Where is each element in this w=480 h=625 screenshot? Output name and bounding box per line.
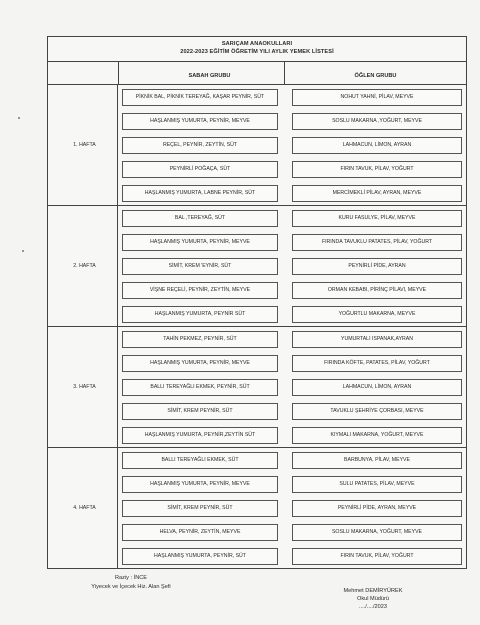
meal-row — [118, 302, 466, 326]
meal-row — [118, 496, 466, 520]
morning-meal-cell: HAŞLANMIŞ YUMURTA, PEYNİR, SÜT — [122, 548, 278, 565]
week-label: 3. HAFTA — [48, 327, 118, 447]
morning-meal-cell: VİŞNE REÇELİ, PEYNİR, ZEYTİN, MEYVE — [122, 282, 278, 299]
meal-row — [118, 133, 466, 157]
meal-row — [118, 181, 466, 205]
morning-meal-cell: BALLI TEREYAĞLI EKMEK, SÜT — [122, 452, 278, 469]
week-meal-rows — [118, 327, 466, 447]
morning-meal-cell: BAL ,TEREYAĞ, SÜT — [122, 210, 278, 227]
meal-row — [118, 399, 466, 423]
morning-meal-cell: HAŞLANMIŞ YUMURTA, PEYNİR SÜT — [122, 306, 278, 323]
morning-meal-cell: HAŞLANMIŞ YUMURTA, PEYNİR, MEYVE — [122, 234, 278, 251]
week-label: 1. HAFTA — [48, 85, 118, 205]
week-label: 4. HAFTA — [48, 448, 118, 568]
noon-meal-cell: PEYNİRLİ PİDE, AYRAN, MEYVE — [292, 500, 462, 517]
morning-meal-cell: HAŞLANMIŞ YUMURTA, LABNE PEYNİR, SÜT — [122, 185, 278, 202]
noon-meal-cell: YOĞURTLU MAKARNA, MEYVE — [292, 306, 462, 323]
noon-meal-cell: KIYMALI MAKARNA, YOĞURT, MEYVE — [292, 427, 462, 444]
meal-row — [118, 254, 466, 278]
title-block — [48, 37, 466, 62]
noon-meal-cell: SOSLU MAKARNA ,YOĞURT, MEYVE — [292, 113, 462, 130]
meal-row — [118, 278, 466, 302]
principal-title: Okul Müdürü — [356, 596, 390, 602]
principal-signature-block — [318, 587, 428, 611]
scan-speck — [18, 117, 20, 119]
chef-name: Raziy : İNCE — [114, 575, 147, 581]
meal-row — [118, 351, 466, 375]
meal-row — [118, 85, 466, 109]
morning-meal-cell: PİKNİK BAL, PİKNİK TEREYAĞ, KAŞAR PEYNİR, SÜT — [122, 89, 278, 106]
noon-meal-cell: FIRIN TAVUK, PİLAV, YOĞURT — [292, 548, 462, 565]
morning-meal-cell: HELVA, PEYNİR, ZEYTİN, MEYVE — [122, 524, 278, 541]
noon-meal-cell: SULU PATATES, PİLAV, MEYVE — [292, 476, 462, 493]
noon-meal-cell: PEYNİRLİ PİDE, AYRAN — [292, 258, 462, 275]
week-block — [48, 327, 466, 448]
week-block — [48, 448, 466, 568]
noon-meal-cell: NOHUT YAHNİ, PİLAV, MEYVE — [292, 89, 462, 106]
signature-date: ..../..../2023 — [359, 604, 387, 610]
morning-meal-cell: HAŞLANMIŞ YUMURTA, PEYNİR, MEYVE — [122, 113, 278, 130]
meal-row — [118, 375, 466, 399]
morning-meal-cell: HAŞLANMIŞ YUMURTA, PEYNİR,ZEYTİN SÜT — [122, 427, 278, 444]
week-label: 2. HAFTA — [48, 206, 118, 326]
meal-row — [118, 472, 466, 496]
morning-meal-cell: HAŞLANMIŞ YUMURTA, PEYNİR, MEYVE — [122, 476, 278, 493]
noon-meal-cell: BARBUNYA, PİLAV, MEYVE — [292, 452, 462, 469]
meal-row — [118, 544, 466, 568]
meal-row — [118, 157, 466, 181]
meal-row — [118, 520, 466, 544]
noon-group-header: ÖĞLEN GRUBU — [354, 73, 397, 79]
week-meal-rows — [118, 206, 466, 326]
meal-row — [118, 206, 466, 230]
morning-meal-cell: PEYNİRLİ POĞAÇA, SÜT — [122, 161, 278, 178]
noon-meal-cell: LAHMACUN, LİMON, AYRAN — [292, 137, 462, 154]
week-meal-rows — [118, 448, 466, 568]
noon-meal-cell: FIRINDA KÖFTE, PATATES, PİLAV, YOĞURT — [292, 355, 462, 372]
meal-row — [118, 327, 466, 351]
week-block — [48, 206, 466, 327]
noon-meal-cell: SOSLU MAKARNA, YOĞURT, MEYVE — [292, 524, 462, 541]
meal-row — [118, 109, 466, 133]
noon-meal-cell: TAVUKLU ŞEHRİYE ÇORBASI, MEYVE — [292, 403, 462, 420]
morning-meal-cell: TAHİN PEKMEZ, PEYNİR, SÜT — [122, 331, 278, 348]
list-title: 2022-2023 EĞİTİM ÖĞRETİM YILI AYLIK YEMEK LİSTESİ — [180, 49, 334, 55]
week-column-header — [48, 62, 119, 84]
noon-meal-cell: ORMAN KEBABI, PİRİNÇ PİLAVI, MEYVE — [292, 282, 462, 299]
menu-sheet — [47, 36, 467, 569]
meal-row — [118, 230, 466, 254]
week-meal-rows — [118, 85, 466, 205]
noon-meal-cell: YUMURTALI ISPANAK,AYRAN — [292, 331, 462, 348]
noon-meal-cell: FIRIN TAVUK, PİLAV, YOĞURT — [292, 161, 462, 178]
column-header-row — [48, 62, 466, 85]
morning-meal-cell: SİMİT, KREM PEYNİR, SÜT — [122, 500, 278, 517]
school-name: SARIÇAM ANAOKULLARI — [221, 41, 293, 47]
morning-group-header: SABAH GRUBU — [119, 62, 285, 84]
chef-title: Yiyecek ve İçecek Hiz. Alan Şefi — [91, 584, 171, 590]
noon-meal-cell: MERCİMEKLİ PİLAV, AYRAN, MEYVE — [292, 185, 462, 202]
morning-meal-cell: BALLI TEREYAĞLI EKMEK, PEYNİR, SÜT — [122, 379, 278, 396]
noon-meal-cell: FIRINDA TAVUKLU PATATES, PİLAV, YOĞURT — [292, 234, 462, 251]
weeks-container — [48, 85, 466, 568]
morning-meal-cell: SİMİT, KREM PEYNİR, SÜT — [122, 403, 278, 420]
morning-meal-cell: SİMİT, KREM 'EYNİR, SÜT — [122, 258, 278, 275]
week-block — [48, 85, 466, 206]
meal-row — [118, 448, 466, 472]
chef-signature-block — [76, 574, 186, 592]
noon-meal-cell: LAHMACUN, LİMON, AYRAN — [292, 379, 462, 396]
morning-meal-cell: REÇEL, PEYNİR, ZEYTİN, SÜT — [122, 137, 278, 154]
meal-row — [118, 423, 466, 447]
principal-name: Mehmet DEMİRYÜREK — [343, 588, 403, 594]
noon-meal-cell: KURU FASULYE, PİLAV, MEYVE — [292, 210, 462, 227]
scan-speck — [22, 250, 24, 252]
morning-meal-cell: HAŞLANMIŞ YUMURTA, PEYNİR, MEYVE — [122, 355, 278, 372]
